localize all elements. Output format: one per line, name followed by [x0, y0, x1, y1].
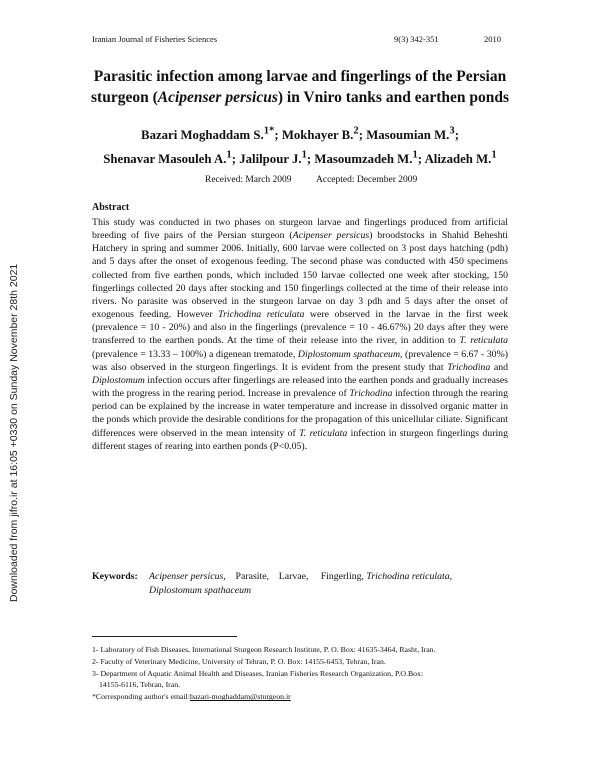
download-watermark [8, 182, 22, 602]
download-watermark-text: Downloaded from jifro.ir at 16:05 +0330 on Sunday November 28th 2021 [8, 263, 20, 602]
journal-name: Iranian Journal of Fisheries Sciences [92, 34, 218, 44]
author: Masoumian M.$^3$; [366, 126, 459, 143]
author: Jalilpour J.$^1$; [239, 149, 315, 166]
corresponding-author: *Corresponding author's email:bazari-moghaddam@sturgeon.ir [92, 692, 291, 702]
title-line-2: sturgeon (Acipenser persicus) in Vniro tanks and earthen ponds [91, 89, 509, 106]
author-line-1 [80, 122, 520, 145]
footnote-divider [92, 636, 237, 637]
abstract-heading: Abstract [92, 202, 130, 213]
keywords-label: Keywords: [92, 571, 138, 582]
footnote-3: 3- Department of Aquatic Animal Health and Diseases, Iranian Fisheries Research Organization, P.O.Box: [92, 668, 424, 678]
accepted-date: Accepted: December 2009 [316, 175, 418, 185]
keywords-list: Acipenser persicus, Parasite, Larvae, Fingerling, Trichodina reticulata, Diplostomum spathaceum [149, 571, 453, 596]
title-line-1: Parasitic infection among larvae and fingerlings of the Persian [93, 68, 507, 85]
author: Alizadeh M.$^1$ [424, 149, 497, 166]
volume-pages: 9(3) 342-351 [394, 34, 439, 44]
received-date: Received: March 2009 [205, 175, 292, 185]
author: Shenavar Masouleh A.$^1$; [103, 149, 240, 166]
footnotes [92, 644, 512, 703]
corresponding-email-link[interactable]: bazari-moghaddam@sturgeon.ir [189, 692, 291, 702]
paper-title [70, 66, 530, 108]
author-list [80, 122, 520, 169]
author: Mokhayer B.$^2$; [281, 126, 367, 143]
publication-year: 2010 [484, 34, 501, 44]
author: Masoumzadeh M.$^1$; [314, 149, 425, 166]
title-species: Acipenser persicus [157, 89, 278, 106]
author: Bazari Moghaddam S.$^{1*}$; [141, 126, 282, 143]
footnote-2: 2- Faculty of Veterinary Medicine, University of Tehran, P. O. Box: 14155-6453, Tehran, Iran. [92, 656, 386, 666]
author-line-2 [80, 145, 520, 168]
footnote-1: 1- Laboratory of Fish Diseases, International Sturgeon Research Institute, P. O. Box: 41635-3464, Rasht, Iran. [92, 645, 436, 654]
footnote-3-cont: 14155-6116, Tehran, Iran. [99, 680, 181, 690]
abstract-body: This study was conducted in two phases on sturgeon larvae and fingerlings produced from artificial breeding of five pairs of the Persian sturgeon (Acipenser persicus) broodstocks in Shahid Beheshti Hatchery in spring and summer 2006. Initially, 600 larvae were collected on 3 post days hatching (pdh) and 5 days after the onset of exogenous feeding. The second phase was conducted with 450 specimens collected from five earthen ponds, which included 150 larvae collected one week after stocking, 150 fingerlings collected 20 days after stocking and 150 fingerlings collected at the time of their release into rivers. No parasite was observed in the sturgeon larvae on day 3 pdh and 5 days after the onset of exogenous feeding. However Trichodina reticulata were observed in the larvae in the first week (prevalence = 10 - 20%) and also in the fingerlings (prevalence = 10 - 46.67%) 20 days after they were transferred to the earthen ponds. At the time of their release into the river, in addition to T. reticulata (prevalence = 13.33 – 100%) a digenean trematode, Diplostomum spathaceum, (prevalence = 6.67 - 30%) was also observed in the sturgeon fingerlings. It is evident from the present study that Trichodina and Diplostomum infection occurs after fingerlings are released into the earthen ponds and gradually increases with the progress in the rearing period. Increase in prevalence of Trichodina infection through the rearing period can be explained by the increase in water temperature and increase in dissolved organic matter in the ponds which provide the desirable conditions for the propagation of this unicellular ciliate. Significant differences were observed in the mean intensity of T. reticulata infection in sturgeon fingerlings during different stages of rearing into earthen ponds (P<0.05). [92, 217, 508, 452]
